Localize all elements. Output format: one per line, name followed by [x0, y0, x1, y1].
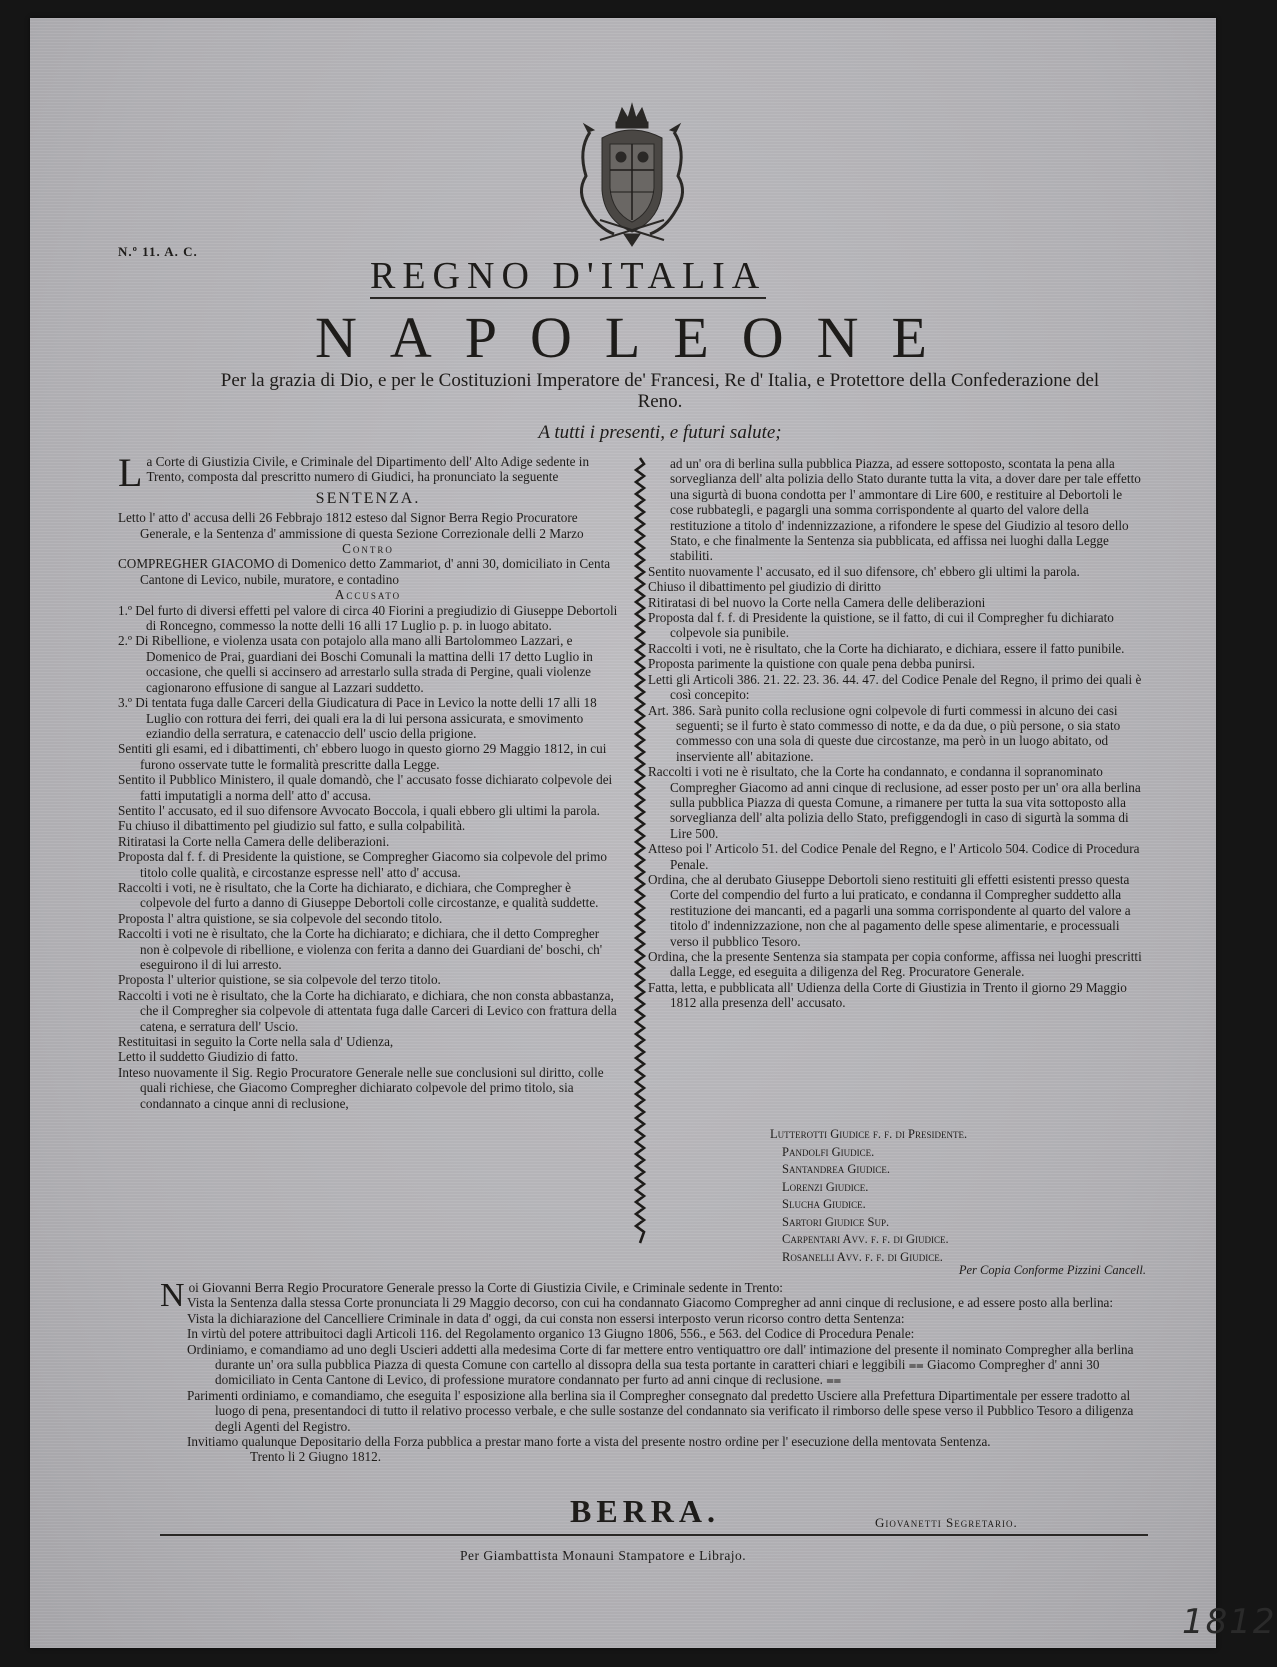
- left-column: [118, 450, 618, 1111]
- paragraph: Ordiniamo, e comandiamo ad uno degli Uscieri addetti alla medesima Corte di far mettere entro ventiquattro ore dall' intimazione del presente il nominato Compregher alla berlina durante un' ora sulla pubblica Piazza di questa Comune con cartello al dissopra della sua testa portante in caratteri chiari e leggibili ⩵ Giacomo Compregher d' anni 30 domiciliato in Centa Cantone di Levico, di professione muratore condannato per furto ad anni cinque di reclusione. ⩵: [187, 1341, 1134, 1388]
- paragraph: Inteso nuovamente il Sig. Regio Procuratore Generale nelle sue conclusioni sul diritto, colle quali richiese, che Giacomo Compregher dichiarato colpevole del primo titolo, sia condannato a cinque anni di reclusione,: [118, 1064, 604, 1111]
- charge-1: 1.º Del furto di diversi effetti pel valore di circa 40 Fiorini a pregiudizio di Giuseppe Debortoli di Roncegno, commesso la notte delli 16 alli 17 Luglio p. p. in luogo abitato.: [118, 602, 618, 634]
- document-number: N.º 11. A. C.: [118, 244, 198, 259]
- paragraph: Proposta dal f. f. di Presidente la quistione, se il fatto, di cui il Compregher fu dichiarato colpevole sia punibile.: [648, 610, 1114, 641]
- order-opening: Noi Giovanni Berra Regio Procuratore Generale presso la Corte di Giustizia Civile, e Criminale sedente in Trento:: [160, 1277, 783, 1314]
- charge-3: 3.º Di tentata fuga dalle Carceri della Giudicatura di Pace in Levico la notte delli 17 alli 18 Luglio con rottura dei ferri, dei quali era la di lui persona assicurata, e smovimento eziandio della serratura, e catenaccio dell' uscio della prigione.: [118, 695, 597, 741]
- paragraph: Letti gli Articoli 386. 21. 22. 23. 36. 44. 47. del Codice Penale del Regno, il primo dei quali è così concepito:: [648, 671, 1142, 703]
- defendant-paragraph: COMPREGHER GIACOMO di Domenico detto Zammariot, d' anni 30, domiciliato in Centa Cantone di Levico, nubile, muratore, e contadino: [118, 556, 611, 587]
- signature-line: Sartori Giudice Sup.: [782, 1214, 890, 1229]
- signature-line: Slucha Giudice.: [782, 1197, 866, 1211]
- opening-paragraph: La Corte di Giustizia Civile, e Criminale del Dipartimento dell' Alto Adige sedente in Trento, composta dal prescritto numero di Giudici, ha pronunciato la seguente: [118, 450, 590, 495]
- paragraph: Proposta l' altra quistione, se sia colpevole del secondo titolo.: [118, 910, 443, 926]
- copy-conformity-note: Per Copia Conforme Pizzini Cancell.: [958, 1263, 1146, 1277]
- paragraph: Ritiratasi la Corte nella Camera delle deliberazioni.: [118, 833, 390, 849]
- handwritten-year: 1812: [1182, 1602, 1277, 1642]
- paragraph: Raccolti i voti, ne è risultato, che la Corte ha dichiarato, e dichiara, che Compregher è colpevole del furto a danno di Giuseppe Debortoli colle circostanze, e qualità suddette.: [118, 879, 599, 911]
- paragraph: Sentito il Pubblico Ministero, il quale domandò, che l' accusato fosse dichiarato colpevole dei fatti imputatigli a norma dell' atto d' accusa.: [118, 772, 613, 803]
- salutation: A tutti i presenti, e futuri salute;: [538, 422, 782, 443]
- paragraph: Sentito nuovamente l' accusato, ed il suo difensore, ch' ebbero gli ultimi la parola.: [648, 563, 1080, 579]
- paragraph: Sentiti gli esami, ed i dibattimenti, ch' ebbero luogo in questo giorno 29 Maggio 1812, in cui furono osservate tutte le formalità prescritte dalla Legge.: [118, 741, 607, 772]
- paragraph: Raccolti i voti ne è risultato, che la Corte ha condannato, e condanna il sopranominato Compregher Giacomo ad anni cinque di reclusione, ad esser posto per un' ora alla berlina sulla pubblica Piazza di questa Comune, a rimanere per tutta la sua vita sottoposto alla sorveglianza dell' alta polizia dello Stato, prefiggendogli in caso di sigurtà la somma di Lire 500.: [648, 764, 1141, 841]
- execution-order: [160, 1277, 1150, 1465]
- paragraph: Letto l' atto d' accusa delli 26 Febbrajo 1812 esteso dal Signor Berra Regio Procuratore Generale, e la Sentenza d' ammissione di questa Sezione Correzionale delli 2 Marzo: [118, 510, 584, 541]
- paragraph: Fu chiuso il dibattimento pel giudizio sul fatto, e sulla colpabilità.: [118, 818, 466, 834]
- contro-heading: Contro: [342, 541, 394, 557]
- drop-cap: L: [118, 450, 143, 495]
- signature-secretary: Giovanetti Segretario.: [875, 1515, 1018, 1530]
- paragraph: Proposta parimente la quistione con quale pena debba punirsi.: [648, 656, 976, 672]
- paragraph: Vista la Sentenza dalla stessa Corte pronunciata li 29 Maggio decorso, con cui ha condannato Giacomo Compregher ad anni cinque di reclusione, e ad essere posto alla berlina:: [187, 1295, 1114, 1311]
- paragraph: Raccolti i voti ne è risultato, che la Corte ha dichiarato; e dichiara, che il detto Compregher non è colpevole di ribellione, e violenza con ferita a danno dei Guardiani de' boschi, ch' eseguirono il di lui arresto.: [118, 926, 603, 972]
- judges-signatures: [770, 1126, 1150, 1266]
- paragraph: Raccolti i voti, ne è risultato, che la Corte ha dichiarato, e dichiara, essere il fatto punibile.: [648, 640, 1125, 656]
- signature-line: Carpentari Avv. f. f. di Giudice.: [782, 1232, 949, 1246]
- sentenza-heading: SENTENZA.: [315, 489, 421, 507]
- paragraph: Proposta l' ulterior quistione, se sia colpevole del terzo titolo.: [118, 972, 441, 988]
- column-divider-ornament: [633, 458, 647, 1243]
- heading-napoleone: NAPOLEONE: [315, 305, 960, 370]
- drop-cap: N: [160, 1277, 185, 1314]
- charge-2: 2.º Di Ribellione, e violenza usata con potajolo alla mano alli Bartolommeo Lazzari, e Domenico de Prai, guardiani dei Boschi Comunali la mattina delli 17 detto Luglio in occasione, che quelli si accinsero ad arrestarlo sulla strada di Pergine, quali violenze cagionarono effusione di sangue al Lazzari suddetto.: [118, 633, 593, 695]
- signature-berra: BERRA.: [570, 1493, 721, 1529]
- signature-line: Rosanelli Avv. f. f. di Giudice.: [782, 1249, 943, 1264]
- paragraph: Fatta, letta, e pubblicata all' Udienza della Corte di Giustizia in Trento il giorno 29 Maggio 1812 alla presenza dell' accusato.: [648, 979, 1127, 1011]
- divider-rule: [160, 1534, 1148, 1536]
- printer-imprint: Per Giambattista Monauni Stampatore e Librajo.: [460, 1548, 747, 1563]
- paragraph: Parimenti ordiniamo, e comandiamo, che eseguita l' esposizione alla berlina sia il Compregher consegnato dal predetto Usciere alla Prefettura Dipartimentale per essere tradotto al luogo di pena, presentandoci di tutto il relativo processo verbale, e che sulle sostanze del condannato sia verificato il rimborso delle spese verso il Pubblico Tesoro a diligenza degli Agenti del Registro.: [187, 1387, 1134, 1434]
- paragraph: Vista la dichiarazione del Cancelliere Criminale in data d' oggi, da cui consta non essersi interposto verun ricorso contro detta Sentenza:: [187, 1310, 905, 1326]
- paragraph: Letto il suddetto Giudizio di fatto.: [118, 1049, 299, 1065]
- right-column: [648, 456, 1144, 1011]
- paragraph: In virtù del potere attribuitoci dagli Articoli 116. del Regolamento organico 13 Giugno 1806, 556., e 563. del Codice di Procedura Penale:: [187, 1326, 915, 1342]
- order-date: Trento li 2 Giugno 1812.: [250, 1449, 382, 1465]
- paragraph: Ordina, che al derubato Giuseppe Debortoli sieno restituiti gli effetti esistenti presso questa Corte del compendio del furto a lui praticato, e condanna il Compregher suddetto alla restituzione dei mancanti, ed a pagarli una somma corrispondente al quarto del valore a titolo d' indennizzazione, non che al pagamento delle spese alimentarie, e processuali verso il pubblico Tesoro.: [648, 871, 1131, 949]
- article-386: Art. 386. Sarà punito colla reclusione ogni colpevole di furti commessi in alcuno dei casi seguenti; se il furto è stato commesso di notte, e da da due, o più persone, o sia stato commesso con una sola di queste due circostanze, ma però in un luogo abitato, od inserviente all' abitazione.: [648, 702, 1121, 764]
- intro-titles: Per la grazia di Dio, e per le Costituzioni Imperatore de' Francesi, Re d' Italia, e Protettore della Confederazione del Reno.: [220, 370, 1100, 412]
- accusato-heading: Accusato: [334, 587, 402, 603]
- signature-line: Santandrea Giudice.: [782, 1162, 890, 1176]
- royal-coat-of-arms-emblem: [572, 100, 692, 250]
- signature-line: Pandolfi Giudice.: [782, 1144, 875, 1159]
- paragraph: Proposta dal f. f. di Presidente la quistione, se Compregher Giacomo sia colpevole del primo titolo colle qualità, e circostanze espresse nell' atto d' accusa.: [118, 849, 607, 880]
- paragraph: Ritiratasi di bel nuovo la Corte nella Camera delle deliberazioni: [648, 594, 986, 610]
- paragraph: Restituitasi in seguito la Corte nella sala d' Udienza,: [118, 1034, 394, 1050]
- paragraph: Chiuso il dibattimento pel giudizio di diritto: [648, 579, 881, 595]
- paragraph: Atteso poi l' Articolo 51. del Codice Penale del Regno, e l' Articolo 504. Codice di Procedura Penale.: [648, 841, 1140, 872]
- document-sheet: [30, 18, 1277, 1648]
- paragraph: Ordina, che la presente Sentenza sia stampata per copia conforme, affissa nei luoghi prescritti dalla Legge, ed eseguita a diligenza del Reg. Procuratore Generale.: [648, 949, 1142, 980]
- paragraph: Raccolti i voti ne è risultato, che la Corte ha dichiarato, e dichiara, che non consta abbastanza, che il Compregher sia colpevole di attentata fuga dalle Carceri di Levico con frattura della catena, e serratura dell' Uscio.: [118, 987, 617, 1034]
- signature-line: Lorenzi Giudice.: [782, 1179, 869, 1194]
- paragraph: ad un' ora di berlina sulla pubblica Piazza, ad essere sottoposto, scontata la pena alla sorveglianza dell' alta polizia dello Stato durante tutta la vita, a dover dare per tale effetto una sigurtà di buona condotta per l' ammontare di Lire 600, e restituire al Debortoli le cose rubbategli, e pagargli una somma corrispondente al quarto del valore della restituzione a titolo d' indennizzazione, a rifondere le spese del Giudizio al tesoro dello Stato, e che finalmente la Sentenza sia pubblicata, ed affissa nei luoghi dalla Legge stabiliti.: [670, 456, 1141, 564]
- signature-line: Lutterotti Giudice f. f. di Presidente.: [770, 1127, 968, 1141]
- paragraph: Sentito l' accusato, ed il suo difensore Avvocato Boccola, i quali ebbero gli ultimi la parola.: [118, 802, 600, 818]
- heading-regno: REGNO D'ITALIA: [370, 255, 767, 297]
- paragraph: Invitiamo qualunque Depositario della Forza pubblica a prestar mano forte a vista del presente nostro ordine per l' esecuzione della mentovata Sentenza.: [187, 1434, 991, 1450]
